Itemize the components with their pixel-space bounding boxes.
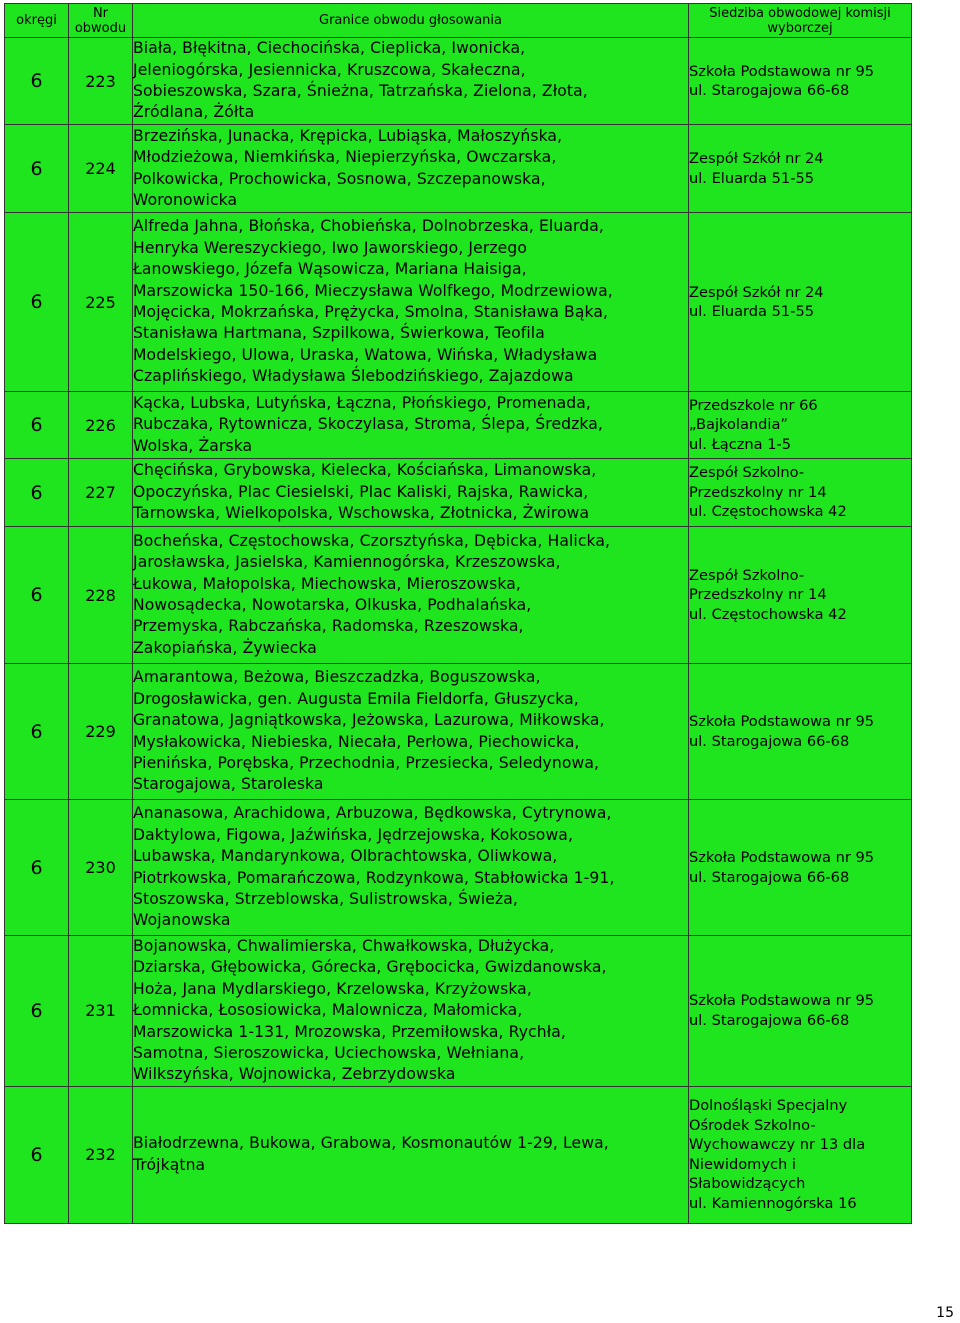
okreg-cell: 6 bbox=[5, 38, 69, 125]
table-row bbox=[5, 213, 912, 392]
siedziba-cell bbox=[689, 125, 912, 213]
siedziba-line: Przedszkole nr 66 bbox=[689, 396, 818, 414]
districts-table bbox=[4, 3, 912, 1224]
siedziba-line: Zespół Szkolno- bbox=[689, 566, 805, 584]
okreg-cell: 6 bbox=[5, 1086, 69, 1223]
granice-line: Brzezińska, Junacka, Krępicka, Lubiąska, Małoszyńska, bbox=[133, 126, 563, 145]
granice-cell bbox=[133, 936, 689, 1087]
granice-line: Tarnowska, Wielkopolska, Wschowska, Złotnicka, Żwirowa bbox=[133, 504, 590, 523]
siedziba-line: Zespół Szkół nr 24 bbox=[689, 150, 824, 167]
siedziba-line: ul. Eluarda 51-55 bbox=[689, 169, 815, 187]
granice-line: Mojęcicka, Mokrzańska, Prężycka, Smolna, Stanisława Bąka, bbox=[133, 303, 609, 321]
granice-line: Ananasowa, Arachidowa, Arbuzowa, Będkowska, Cytrynowa, bbox=[133, 804, 612, 823]
granice-line: Modelskiego, Ulowa, Uraska, Watowa, Wińska, Władysława bbox=[133, 345, 598, 364]
header-nr-obwodu bbox=[69, 4, 133, 38]
granice-line: Źródlana, Żółta bbox=[133, 103, 255, 122]
siedziba-cell bbox=[689, 213, 912, 392]
granice-line: Kącka, Lubska, Lutyńska, Łączna, Płońskiego, Promenada, bbox=[133, 393, 591, 412]
granice-line: Pienińska, Porębska, Przechodnia, Przesiecka, Seledynowa, bbox=[133, 753, 600, 772]
granice-cell bbox=[133, 125, 689, 213]
table-row bbox=[5, 392, 912, 459]
granice-line: Łomnicka, Łososiowicka, Malownicza, Małomicka, bbox=[133, 1001, 523, 1020]
table-row bbox=[5, 38, 912, 125]
siedziba-line: ul. Kamiennogórska 16 bbox=[689, 1194, 857, 1212]
table-header-row bbox=[5, 4, 912, 38]
siedziba-cell bbox=[689, 800, 912, 936]
granice-line: Bojanowska, Chwalimierska, Chwałkowska, Dłużycka, bbox=[133, 937, 555, 955]
siedziba-line: Niewidomych i bbox=[689, 1155, 796, 1173]
granice-line: Wojanowska bbox=[133, 911, 231, 930]
granice-line: Daktylowa, Figowa, Jaźwińska, Jędrzejowska, Kokosowa, bbox=[133, 825, 574, 844]
okreg-cell: 6 bbox=[5, 800, 69, 936]
granice-line: Łanowskiego, Józefa Wąsowicza, Mariana Haisiga, bbox=[133, 260, 527, 279]
granice-line: Wolska, Żarska bbox=[133, 436, 253, 455]
granice-line: Bocheńska, Częstochowska, Czorsztyńska, Dębicka, Halicka, bbox=[133, 531, 611, 550]
granice-line: Łukowa, Małopolska, Miechowska, Mieroszowska, bbox=[133, 574, 521, 593]
page-number: 15 bbox=[936, 1305, 954, 1321]
nr-obwodu-cell: 225 bbox=[69, 213, 133, 392]
granice-line: Trójkątna bbox=[133, 1155, 206, 1174]
siedziba-line: Dolnośląski Specjalny bbox=[689, 1097, 848, 1115]
granice-line: Nowosądecka, Nowotarska, Olkuska, Podhalańska, bbox=[133, 596, 532, 614]
granice-line: Samotna, Sieroszowicka, Uciechowska, Wełniana, bbox=[133, 1044, 525, 1063]
granice-cell bbox=[133, 459, 689, 527]
siedziba-cell bbox=[689, 664, 912, 800]
nr-obwodu-cell: 223 bbox=[69, 38, 133, 125]
siedziba-line: Zespół Szkolno- bbox=[689, 464, 805, 482]
siedziba-line: ul. Eluarda 51-55 bbox=[689, 303, 815, 320]
siedziba-line: Szkoła Podstawowa nr 95 bbox=[689, 62, 875, 80]
table-row bbox=[5, 527, 912, 664]
granice-line: Stoszowska, Strzeblowska, Sulistrowska, Świeża, bbox=[133, 889, 518, 908]
granice-line: Stanisława Hartmana, Szpilkowa, Świerkowa, Teofila bbox=[133, 324, 545, 343]
granice-line: Polkowicka, Prochowicka, Sosnowa, Szczepanowska, bbox=[133, 169, 546, 188]
table-row bbox=[5, 125, 912, 213]
nr-obwodu-cell: 226 bbox=[69, 392, 133, 459]
table-row bbox=[5, 459, 912, 527]
siedziba-cell bbox=[689, 527, 912, 664]
siedziba-line: Wychowawczy nr 13 dla bbox=[689, 1136, 866, 1154]
nr-obwodu-cell: 230 bbox=[69, 800, 133, 936]
granice-line: Granatowa, Jagniątkowska, Jeżowska, Lazurowa, Miłkowska, bbox=[133, 711, 605, 730]
granice-cell bbox=[133, 213, 689, 392]
siedziba-cell bbox=[689, 1086, 912, 1223]
nr-obwodu-cell: 227 bbox=[69, 459, 133, 527]
okreg-cell: 6 bbox=[5, 459, 69, 527]
granice-line: Marszowicka 150-166, Mieczysława Wolfkego, Modrzewiowa, bbox=[133, 281, 613, 300]
okreg-cell: 6 bbox=[5, 527, 69, 664]
granice-line: Dziarska, Głębowicka, Górecka, Grębocicka, Gwizdanowska, bbox=[133, 958, 607, 977]
granice-line: Przemyska, Rabczańska, Radomska, Rzeszowska, bbox=[133, 617, 524, 636]
siedziba-line: Przedszkolny nr 14 bbox=[689, 586, 827, 604]
granice-line: Mysłakowicka, Niebieska, Niecała, Perłowa, Piechowicka, bbox=[133, 732, 580, 751]
granice-cell bbox=[133, 527, 689, 664]
table-row bbox=[5, 1086, 912, 1223]
granice-line: Wilkszyńska, Wojnowicka, Zebrzydowska bbox=[133, 1065, 456, 1084]
nr-obwodu-cell: 224 bbox=[69, 125, 133, 213]
granice-line: Biała, Błękitna, Ciechocińska, Cieplicka, Iwonicka, bbox=[133, 39, 526, 58]
okreg-cell: 6 bbox=[5, 125, 69, 213]
siedziba-line: Zespół Szkół nr 24 bbox=[689, 283, 824, 301]
siedziba-line: Szkoła Podstawowa nr 95 bbox=[689, 849, 875, 866]
header-granice: Granice obwodu głosowania bbox=[133, 4, 689, 38]
header-nr-line1: Nr bbox=[92, 5, 109, 21]
siedziba-line: ul. Starogajowa 66-68 bbox=[689, 868, 850, 886]
nr-obwodu-cell: 232 bbox=[69, 1086, 133, 1223]
header-okregi: okręgi bbox=[5, 4, 69, 38]
header-nr-line2: obwodu bbox=[74, 20, 127, 36]
okreg-cell: 6 bbox=[5, 392, 69, 459]
table-row bbox=[5, 936, 912, 1087]
siedziba-line: ul. Łączna 1-5 bbox=[689, 435, 792, 453]
granice-line: Opoczyńska, Plac Ciesielski, Plac Kaliski, Rajska, Rawicka, bbox=[133, 482, 589, 501]
siedziba-cell bbox=[689, 38, 912, 125]
siedziba-line: ul. Starogajowa 66-68 bbox=[689, 1011, 850, 1029]
granice-line: Henryka Wereszyckiego, Iwo Jaworskiego, Jerzego bbox=[133, 238, 527, 257]
table-row bbox=[5, 800, 912, 936]
siedziba-line: Słabowidzących bbox=[689, 1175, 806, 1193]
siedziba-cell bbox=[689, 936, 912, 1087]
table-row bbox=[5, 664, 912, 800]
siedziba-line: „Bajkolandia” bbox=[689, 416, 788, 434]
siedziba-line: ul. Częstochowska 42 bbox=[689, 503, 847, 521]
siedziba-line: Szkoła Podstawowa nr 95 bbox=[689, 713, 875, 730]
granice-cell bbox=[133, 38, 689, 125]
granice-line: Hoża, Jana Mydlarskiego, Krzelowska, Krzyżowska, bbox=[133, 979, 532, 998]
siedziba-cell bbox=[689, 392, 912, 459]
granice-line: Młodzieżowa, Niemkińska, Niepierzyńska, Owczarska, bbox=[133, 148, 557, 167]
granice-line: Zakopiańska, Żywiecka bbox=[133, 638, 317, 657]
granice-line: Jeleniogórska, Jesiennicka, Kruszcowa, Skałeczna, bbox=[133, 60, 526, 79]
nr-obwodu-cell: 231 bbox=[69, 936, 133, 1087]
granice-cell bbox=[133, 800, 689, 936]
siedziba-line: Szkoła Podstawowa nr 95 bbox=[689, 992, 875, 1010]
okreg-cell: 6 bbox=[5, 664, 69, 800]
granice-line: Sobieszowska, Szara, Śnieżna, Tatrzańska, Zielona, Złota, bbox=[133, 82, 588, 100]
granice-line: Starogajowa, Staroleska bbox=[133, 775, 324, 794]
siedziba-line: ul. Starogajowa 66-68 bbox=[689, 82, 850, 99]
granice-line: Piotrkowska, Pomarańczowa, Rodzynkowa, Stabłowicka 1-91, bbox=[133, 868, 615, 887]
granice-cell bbox=[133, 664, 689, 800]
granice-line: Marszowicka 1-131, Mrozowska, Przemiłowska, Rychła, bbox=[133, 1022, 566, 1041]
okreg-cell: 6 bbox=[5, 936, 69, 1087]
granice-line: Alfreda Jahna, Błońska, Chobieńska, Dolnobrzeska, Eluarda, bbox=[133, 217, 604, 236]
siedziba-line: Przedszkolny nr 14 bbox=[689, 483, 827, 501]
nr-obwodu-cell: 229 bbox=[69, 664, 133, 800]
granice-line: Amarantowa, Beżowa, Bieszczadzka, Boguszowska, bbox=[133, 668, 541, 687]
header-siedziba: Siedziba obwodowej komisji wyborczej bbox=[689, 4, 912, 38]
granice-line: Jarosławska, Jasielska, Kamiennogórska, Krzeszowska, bbox=[133, 553, 561, 572]
table-body bbox=[5, 38, 912, 1224]
granice-line: Czaplińskiego, Władysława Ślebodzińskiego, Zajazdowa bbox=[133, 367, 574, 386]
nr-obwodu-cell: 228 bbox=[69, 527, 133, 664]
granice-line: Rubczaka, Rytownicza, Skoczylasa, Stroma, Ślepa, Średzka, bbox=[133, 415, 603, 434]
granice-line: Chęcińska, Grybowska, Kielecka, Kościańska, Limanowska, bbox=[133, 461, 597, 480]
granice-cell bbox=[133, 1086, 689, 1223]
okreg-cell: 6 bbox=[5, 213, 69, 392]
granice-line: Drogosławicka, gen. Augusta Emila Fieldorfa, Głuszycka, bbox=[133, 689, 579, 708]
siedziba-line: ul. Częstochowska 42 bbox=[689, 605, 847, 623]
siedziba-line: ul. Starogajowa 66-68 bbox=[689, 732, 850, 750]
granice-line: Białodrzewna, Bukowa, Grabowa, Kosmonautów 1-29, Lewa, bbox=[133, 1134, 609, 1153]
granice-line: Woronowicka bbox=[133, 190, 238, 209]
siedziba-cell bbox=[689, 459, 912, 527]
granice-cell bbox=[133, 392, 689, 459]
siedziba-line: Ośrodek Szkolno- bbox=[689, 1116, 816, 1134]
granice-line: Lubawska, Mandarynkowa, Olbrachtowska, Oliwkowa, bbox=[133, 847, 558, 866]
